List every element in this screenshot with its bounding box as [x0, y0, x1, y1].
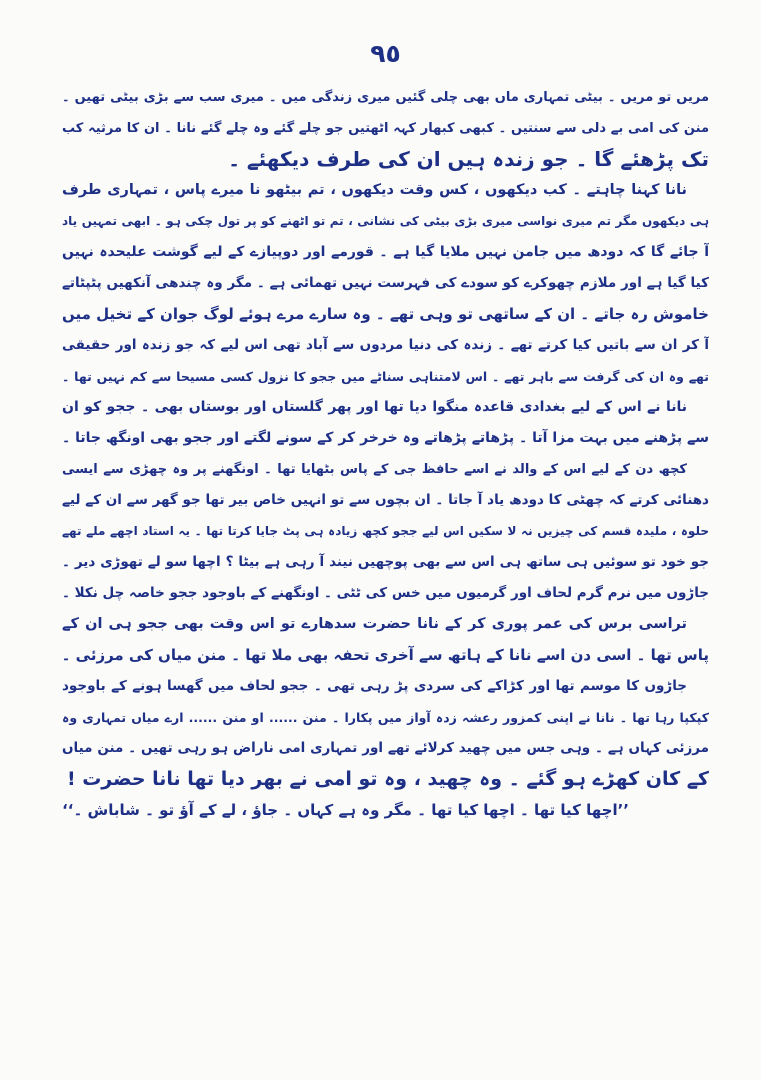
page-number: ٩٥	[370, 39, 401, 68]
text-line: ہی دیکھوں مگر تم میری نواسی میری بڑی بیٹی کی نشانی ، تم تو اٹھنے کو پر تول چکی ہو ۔ ابھی تمہیں یاد	[62, 214, 709, 228]
text-line: کیا گیا ہے اور ملازم چھوکرے کو سودے کی فہرست نہیں تھمائی ہے ۔ مگر وہ چندھی آنکھیں پٹپٹاتے	[62, 275, 709, 291]
text-line: حلوہ ، ملیدہ قسم کی چیزیں نہ لا سکیں اس لیے ججو کچھ زیادہ ہی پٹ جایا کرتا تھا ۔ یہ استاد اچھے ملے تھے	[62, 524, 709, 538]
text-line: نانا نے اس کے لیے بغدادی قاعدہ منگوا دیا تھا اور پھر گلستاں اور بوستاں بھی ۔ ججو کو ان	[62, 399, 687, 415]
text-line: تھے وہ ان کی گرفت سے باہر تھے ۔ اس لامتناہی سناٹے میں ججو کا نزول کسی مسیحا سے کم نہیں تھا ۔	[62, 369, 709, 384]
text-line: جاڑوں میں نرم گرم لحاف اور گرمیوں میں خس کی ٹٹی ۔ اونگھنے کے باوجود ججو خاصہ چل نکلا ۔	[62, 585, 709, 601]
body-text	[62, 82, 709, 826]
text-line: کپکپا رہا تھا ۔ نانا نے اپنی کمزور رعشہ زدہ آواز میں پکارا ۔ منن ...... او منن ...... ارے میاں تمہاری وہ	[62, 710, 709, 725]
text-line: سے پڑھنے میں بہت مزا آتا ۔ پڑھاتے پڑھاتے وہ خرخر کر کے سونے لگتے اور ججو بھی اونگھ جاتا ۔	[62, 430, 709, 446]
text-line: مریں تو مریں ۔ بیٹی تمہاری ماں بھی چلی گئیں میری زندگی میں ۔ میری سب سے بڑی بیٹی تھیں ۔	[62, 90, 709, 105]
text-line: تراسی برس کی عمر پوری کر کے نانا حضرت سدھارے تو اس وقت بھی ججو ہی ان کے	[62, 616, 687, 632]
text-line: تک پڑھئے گا ۔ جو زندہ ہیں ان کی طرف دیکھئے ۔	[228, 147, 709, 171]
text-line: خاموش رہ جاتے ۔ ان کے ساتھی تو وہی تھے ۔ وہ سارے مرے ہوئے لوگ جوان کے تخیل میں	[62, 305, 709, 323]
text-line: کچھ دن کے لیے اس کے والد نے اسے حافظ جی کے پاس بٹھایا تھا ۔ اونگھنے پر وہ چھڑی سے ایسی	[62, 462, 687, 477]
text-line: آ کر ان سے باتیں کیا کرتے تھے ۔ زندہ کی دنیا مردوں سے آباد تھی اس لیے کہ جو زندہ اور حقیقی	[62, 337, 709, 353]
text-line: مرزئی کہاں ہے ۔ وہی جس میں چھید کرلائے تھے اور تمہاری امی ناراض ہو رہی تھیں ۔ منن میاں	[62, 740, 709, 756]
text-line: منن کی امی بے دلی سے سنتیں ۔ کبھی کبھار کہہ اٹھتیں جو چلے گئے وہ چلے گئے نانا ۔ ان کا مرثیہ کب	[62, 121, 709, 136]
text-line: ’’اچھا کیا تھا ۔ اچھا کیا تھا ۔ مگر وہ ہے کہاں ۔ جاؤ ، لے کے آؤ تو ۔ شاباش ۔‘‘	[62, 801, 629, 819]
text-line: دھنائی کرتے کہ چھٹی کا دودھ یاد آ جاتا ۔ ان بچوں سے تو انہیں خاص بیر تھا جو گھر سے ان کے لیے	[62, 492, 709, 508]
text-line: کے کان کھڑے ہو گئے ۔ وہ چھید ، وہ تو امی نے بھر دیا تھا نانا حضرت !	[66, 768, 709, 790]
text-line: جو خود تو سوئیں ہی ساتھ ہی اس سے بھی پوچھیں نیند آ رہی ہے بیٹا ؟ اچھا سو لے تھوڑی دیر ۔	[62, 554, 709, 570]
text-line: آ جائے گا کہ دودھ میں جامن نہیں ملایا گیا ہے ۔ قورمے اور دوپیازے کے لیے گوشت علیحدہ نہیں	[62, 244, 709, 260]
text-line: نانا کہنا چاہتے ۔ کب دیکھوں ، کس وقت دیکھوں ، تم بیٹھو نا میرے پاس ، تمہاری طرف	[62, 182, 687, 198]
text-line: پاس تھا ۔ اسی دن اسے نانا کے ہاتھ سے آخری تحفہ بھی ملا تھا ۔ منن میاں کی مرزئی ۔	[62, 646, 709, 664]
text-line: جاڑوں کا موسم تھا اور کڑاکے کی سردی پڑ رہی تھی ۔ ججو لحاف میں گھسا ہونے کے باوجود	[62, 678, 687, 694]
